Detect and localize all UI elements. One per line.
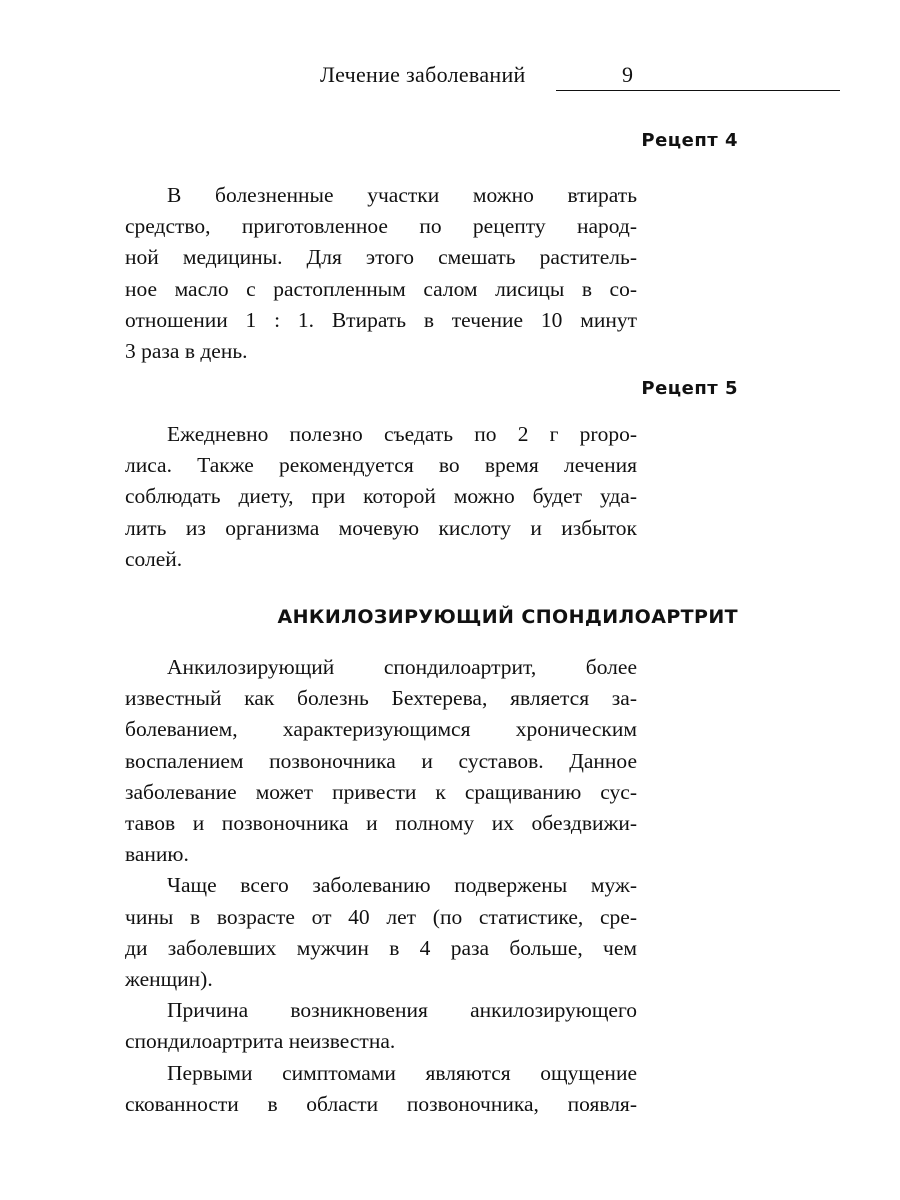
section-text (125, 652, 637, 1120)
recipe-5-paragraph (125, 419, 637, 575)
recipe-4-heading: Рецепт 4 (641, 130, 738, 151)
text-line: Ежедневно полезно съедать по 2 г propo- (167, 422, 637, 446)
text-line: женщин). (125, 967, 213, 992)
section-paragraph-2 (125, 870, 637, 995)
text-line: известный как болезнь Бехтерева, является за- (125, 686, 637, 711)
text-line: ванию. (125, 842, 189, 867)
section-paragraph-1 (125, 652, 637, 870)
recipe-4-paragraph (125, 180, 637, 367)
page-number: 9 (622, 62, 633, 87)
text-line: Первыми симптомами являются ощущение (167, 1060, 637, 1085)
text-line: средство, приготовленное по рецепту народ- (125, 214, 637, 239)
text-line: В болезненные участки можно втирать (167, 183, 637, 207)
running-title: Лечение заболеваний (320, 62, 526, 87)
text-line: лить из организма мочевую кислоту и избыток (125, 515, 637, 540)
text-line: чины в возрасте от 40 лет (по статистике, сре- (125, 904, 637, 929)
section-paragraph-3 (125, 995, 637, 1057)
text-line: соблюдать диету, при которой можно будет уда- (125, 484, 637, 509)
text-line: лиса. Также рекомендуется во время лечения (125, 453, 637, 478)
text-line: воспалением позвоночника и суставов. Данное (125, 748, 637, 773)
running-header (320, 58, 840, 94)
text-line: скованности в области позвоночника, появля- (125, 1091, 637, 1116)
text-line: спондилоартрита неизвестна. (125, 1029, 396, 1054)
text-line: ной медицины. Для этого смешать раститель- (125, 245, 637, 270)
recipe-5-text (125, 419, 637, 575)
text-line: ди заболевших мужчин в 4 раза больше, чем (125, 935, 637, 960)
section-paragraph-4 (125, 1058, 637, 1120)
text-line: 3 раза в день. (125, 339, 248, 364)
text-line: Причина возникновения анкилозирующего (167, 998, 637, 1023)
text-line: болеванием, характеризующимся хроническим (125, 717, 637, 742)
text-line: тавов и позвоночника и полному их обездвижи- (125, 811, 637, 836)
recipe-5-heading: Рецепт 5 (641, 378, 738, 399)
text-line: Анкилозирующий спондилоартрит, более (167, 655, 637, 679)
text-line: ное масло с растопленным салом лисицы в со- (125, 276, 637, 301)
section-heading: АНКИЛОЗИРУЮЩИЙ СПОНДИЛОАРТРИТ (277, 606, 738, 628)
text-line: заболевание может привести к сращиванию сус- (125, 779, 637, 804)
recipe-4-text (125, 180, 637, 367)
text-line: Чаще всего заболеванию подвержены муж- (167, 873, 637, 898)
text-line: отношении 1 : 1. Втирать в течение 10 минут (125, 307, 637, 332)
header-rule (556, 90, 840, 91)
text-line: солей. (125, 546, 183, 571)
